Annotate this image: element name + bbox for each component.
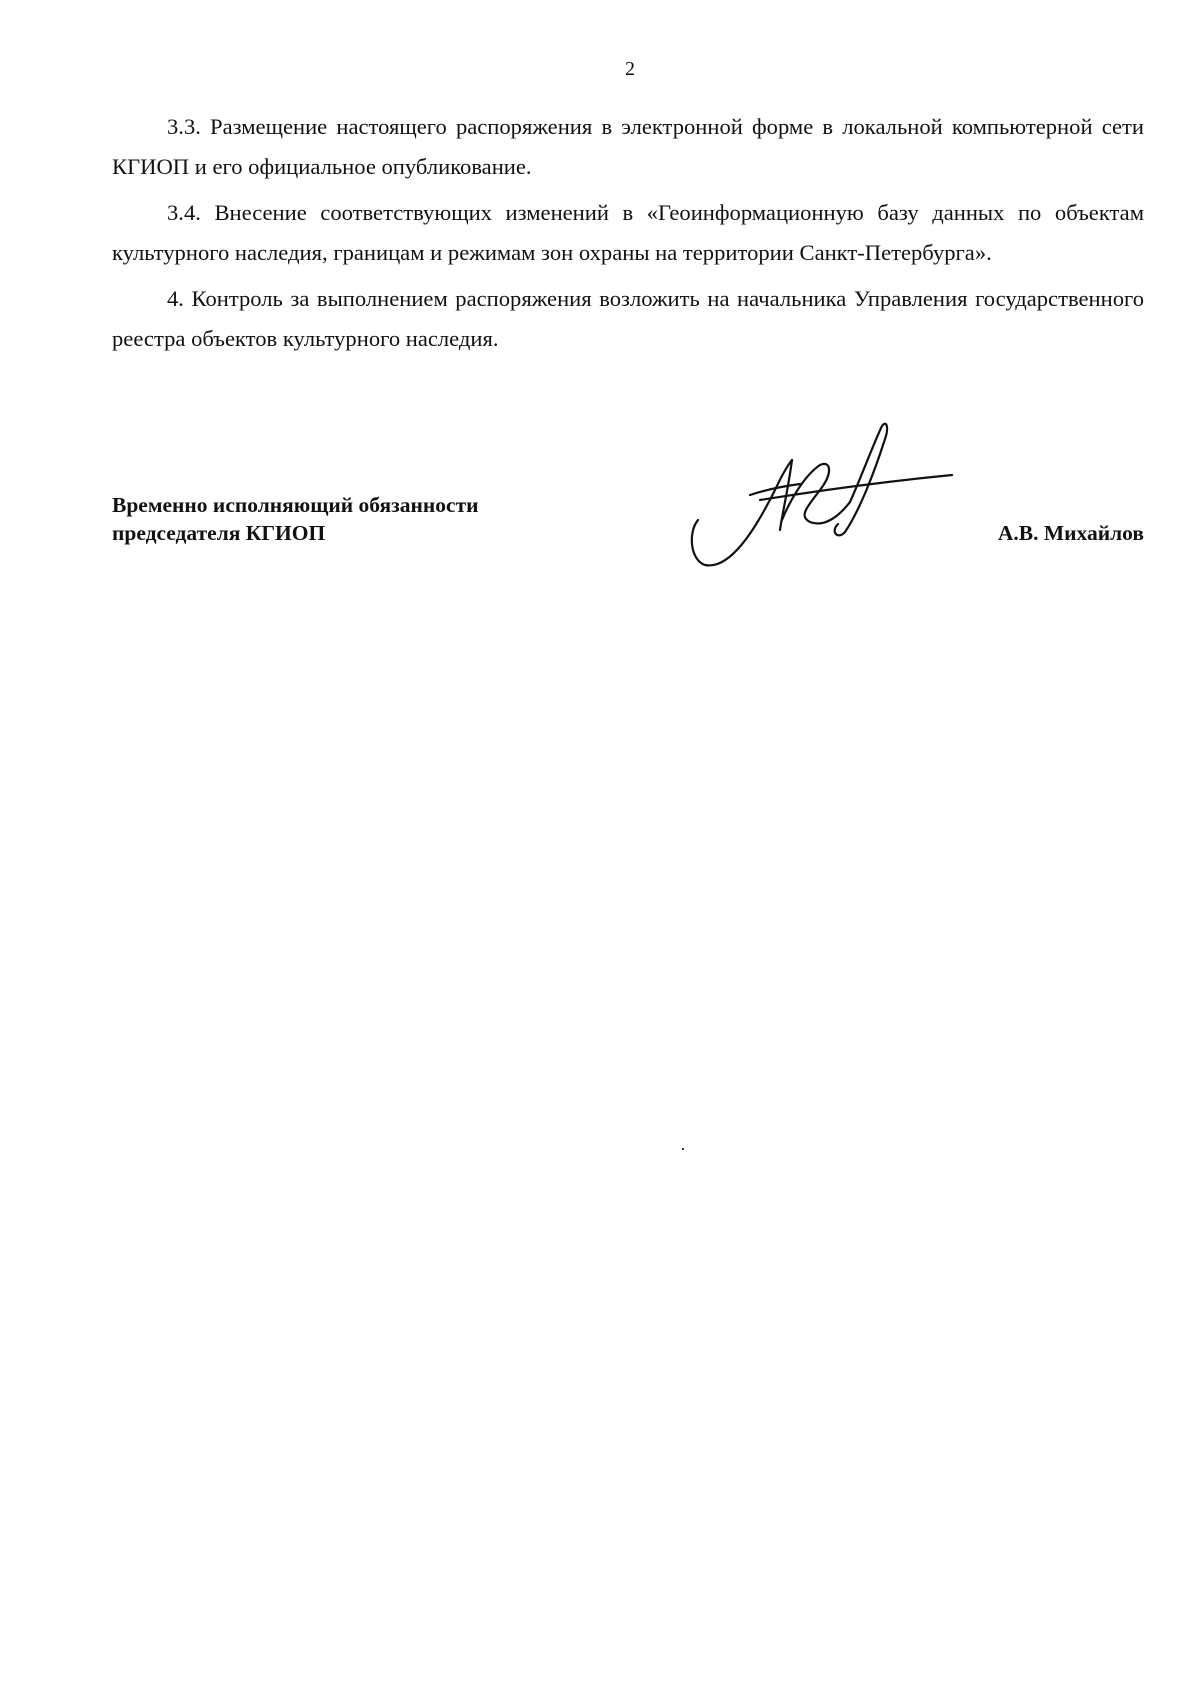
scan-speck <box>682 1148 684 1150</box>
signer-title <box>112 491 479 547</box>
signer-title-line-1: Временно исполняющий обязанности <box>112 493 479 517</box>
handwritten-signature <box>670 420 960 580</box>
paragraph-3-4: 3.4. Внесение соответствующих изменений в «Геоинформационную базу данных по объектам культурного наследия, границам и режимам зон охраны на территории Санкт-Петербурга». <box>112 200 1144 265</box>
paragraph-3-3: 3.3. Размещение настоящего распоряжения в электронной форме в локальной компьютерной сети КГИОП и его официальное опубликование. <box>112 114 1144 179</box>
paragraph-4: 4. Контроль за выполнением распоряжения возложить на начальника Управления государственного реестра объектов культурного наследия. <box>112 286 1144 351</box>
page-number: 2 <box>625 58 635 80</box>
signer-name: А.В. Михайлов <box>997 521 1144 545</box>
signer-title-line-2: председателя КГИОП <box>112 521 326 545</box>
